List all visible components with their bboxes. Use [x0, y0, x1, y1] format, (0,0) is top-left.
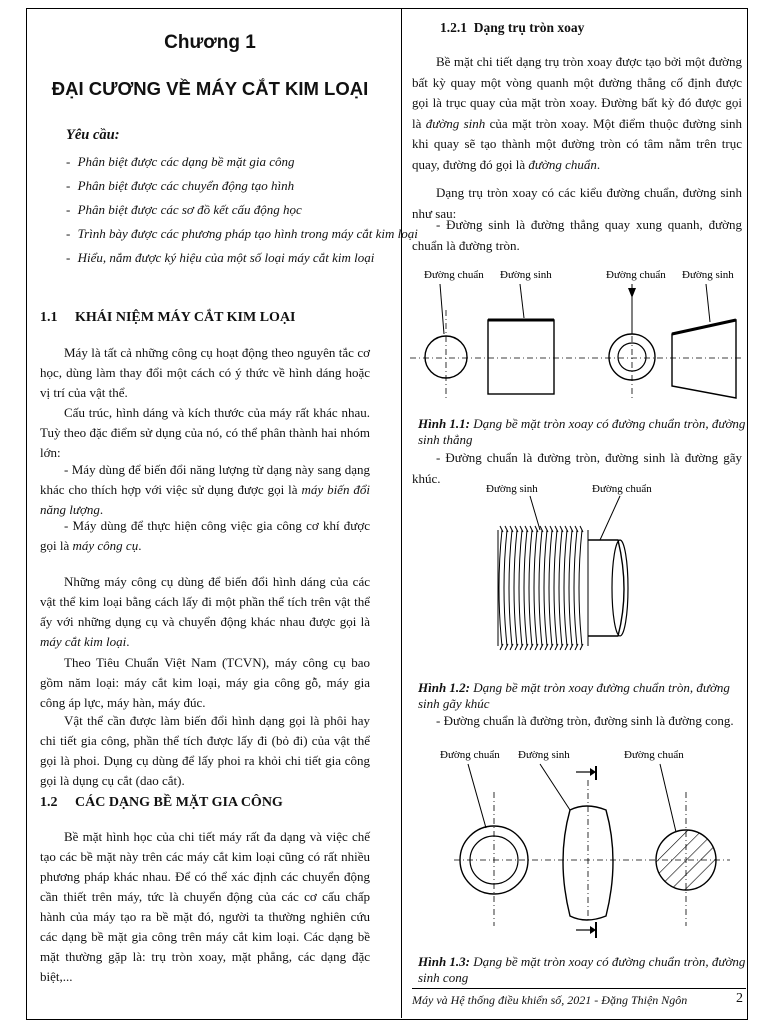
- thread-line: [564, 530, 567, 646]
- figure-1-1: [410, 262, 750, 402]
- section-number: 1.1: [40, 310, 58, 325]
- figure-1-3: [410, 740, 750, 950]
- figure-label: Đường chuẩn: [592, 483, 652, 495]
- figure-caption: Hình 1.1: Dạng bề mặt tròn xoay có đường chuẩn tròn, đường sinh thẳng: [418, 416, 746, 447]
- requirement-item: - Phân biệt được các sơ đồ kết cấu động học: [66, 198, 418, 222]
- section-number: 1.2: [40, 795, 58, 810]
- paragraph: Bề mặt hình học của chi tiết máy rất đa dạng và việc chế tạo các bề mặt này trên các máy cắt kim loại cũng có rất nhiều phương pháp khác nhau. Để có thể xác định các chuyển động cần thiết trên máy, tức là chuyển động của các cơ cấu chấp hành của máy tạo ra bề mặt đó, người ta thường nghiên cứu các dạng bề mặt gia công trên máy cắt kim loại. Các dạng bề mặt thường gặp là: trụ tròn xoay, mặt phẳng, các dạng đặc biệt,...: [40, 829, 370, 984]
- footer-rule: [412, 988, 746, 989]
- thread-line: [519, 530, 522, 646]
- footer-text: Máy và Hệ thống điều khiển số, 2021 - Đặng Thiện Ngôn: [412, 993, 688, 1007]
- thread-line: [569, 530, 572, 646]
- figure-label: Đường sinh: [518, 749, 570, 761]
- thread-line: [549, 530, 552, 646]
- paragraph: - Đường chuẩn là đường tròn, đường sinh là đường cong.: [436, 713, 734, 728]
- figure-label: Đường sinh: [682, 269, 734, 281]
- figure-caption: Hình 1.2: Dạng bề mặt tròn xoay đường chuẩn tròn, đường sinh gãy khúc: [418, 680, 730, 711]
- figure-caption: Hình 1.3: Dạng bề mặt tròn xoay có đường chuẩn tròn, đường sinh cong: [418, 954, 746, 985]
- thread-line: [509, 530, 512, 646]
- thread-line: [524, 530, 527, 646]
- chapter-title: ĐẠI CƯƠNG VỀ MÁY CẮT KIM LOẠI: [51, 78, 369, 99]
- section-title: KHÁI NIỆM MÁY CẮT KIM LOẠI: [75, 310, 296, 325]
- paragraph: Máy là tất cả những công cụ hoạt động theo nguyên tắc cơ học, dùng làm thay đổi một cách có ý thức về hình dáng hoặc vị trí của vật thể.: [40, 345, 370, 400]
- requirement-item: - Trình bày được các phương pháp tạo hình trong máy cắt kim loại: [66, 222, 418, 246]
- paragraph: Vật thể cần được làm biến đổi hình dạng gọi là phôi hay chi tiết gia công, phần thể tích được lấy đi (bỏ đi) của vật thể gọi là phoi. Dụng cụ dùng để lấy phoi ra khỏi chi tiết gia công gọi là dụng cụ cắt (dao cắt).: [40, 713, 370, 788]
- figure-label: Đường chuẩn: [424, 269, 484, 281]
- paragraph: - Đường sinh là đường thẳng quay xung quanh, đường chuẩn là đường tròn.: [412, 217, 742, 253]
- figure-label: Đường chuẩn: [624, 749, 684, 761]
- requirements-heading: Yêu cầu:: [66, 127, 120, 143]
- figure-label: Đường chuẩn: [440, 749, 500, 761]
- paragraph: Dạng trụ tròn xoay có các kiểu đường chuẩn, đường sinh như sau:: [412, 185, 742, 221]
- thread-line: [544, 530, 547, 646]
- requirement-item: - Hiểu, nắm được ký hiệu của một số loại máy cắt kim loại: [66, 246, 418, 270]
- requirement-item: - Phân biệt được các chuyển động tạo hình: [66, 174, 418, 198]
- paragraph: Cấu trúc, hình dáng và kích thước của máy rất khác nhau. Tuỳ theo đặc điểm sử dụng của nó, có thể phân thành hai nhóm lớn:: [40, 405, 370, 460]
- figure-1-2: [470, 478, 670, 678]
- section-title: CÁC DẠNG BỀ MẶT GIA CÔNG: [75, 795, 283, 810]
- thread-line: [504, 530, 507, 646]
- section-1-2-heading: [40, 795, 283, 811]
- thread-line: [529, 530, 532, 646]
- figure-label: Đường sinh: [486, 483, 538, 495]
- section-1-1-heading: [40, 310, 296, 326]
- paragraph: - Máy dùng để biến đổi năng lượng từ dạng này sang dạng khác cho thích hợp với việc sử dụng được gọi là máy biến đổi năng lượng.: [40, 462, 371, 517]
- requirement-item: - Phân biệt được các dạng bề mặt gia công: [66, 150, 418, 174]
- thread-line: [559, 530, 562, 646]
- paragraph: Bề mặt chi tiết dạng trụ tròn xoay được tạo bởi một đường bất kỳ quay một vòng quanh một đường thẳng cố định được gọi là trục quay của mặt tròn xoay. Đường bất kỳ đó được gọi là đường sinh của mặt tròn xoay. Một điểm thuộc đường sinh khi quay sẽ tạo thành một đường tròn có tâm nằm trên trục quay, đường đó gọi là đường chuẩn.: [412, 54, 742, 172]
- paragraph: - Máy dùng để thực hiện công việc gia công cơ khí được gọi là máy công cụ.: [40, 518, 370, 553]
- thread-line: [499, 530, 502, 646]
- thread-line: [514, 530, 517, 646]
- chapter-number: Chương 1: [164, 32, 256, 53]
- page-number: 2: [736, 991, 743, 1006]
- paragraph: Những máy công cụ dùng để biến đổi hình dáng của các vật thể kim loại bằng cách lấy đi một phần thể tích trên vật thể ấy với những dụng cụ và chuyển động khác nhau được gọi là máy cắt kim loại.: [40, 574, 370, 649]
- thread-line: [579, 530, 582, 646]
- thread-line: [539, 530, 542, 646]
- thread-line: [554, 530, 557, 646]
- paragraph: - Đường chuẩn là đường tròn, đường sinh là đường gãy khúc.: [412, 450, 742, 486]
- subsection-1-2-1-heading: 1.2.1 Dạng trụ tròn xoay: [440, 20, 585, 35]
- figure-label: Đường chuẩn: [606, 269, 666, 281]
- figure-label: Đường sinh: [500, 269, 552, 281]
- thread-line: [574, 530, 577, 646]
- thread-line: [534, 530, 537, 646]
- requirements-list: [66, 150, 418, 270]
- paragraph: Theo Tiêu Chuẩn Việt Nam (TCVN), máy công cụ bao gồm năm loại: máy cắt kim loại, máy gia công gỗ, máy gia công áp lực, máy hàn, máy đúc.: [40, 655, 370, 710]
